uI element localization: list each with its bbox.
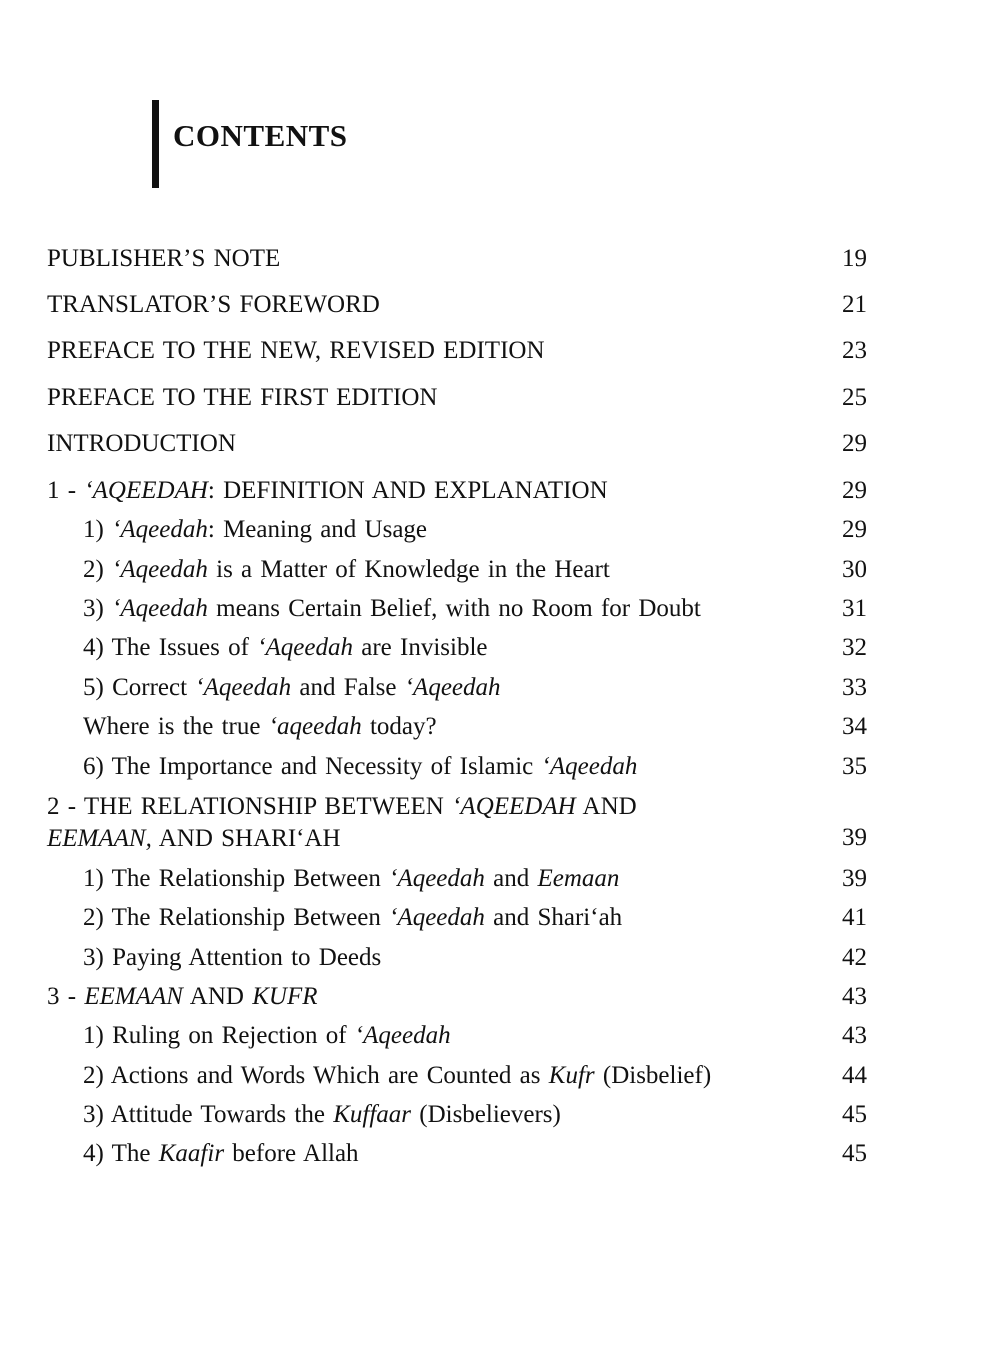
toc-entry-title: 3) Paying Attention to Deeds — [83, 944, 382, 971]
toc-entry-page: 31 — [842, 595, 867, 622]
toc-entry-title: 1) Ruling on Rejection of ‘Aqeedah — [83, 1022, 451, 1049]
toc-entry-title: 4) The Kaafir before Allah — [83, 1140, 359, 1167]
toc-entry-page: 45 — [842, 1140, 867, 1167]
toc-entry-page: 41 — [842, 904, 867, 931]
heading-bar — [152, 100, 159, 188]
toc-entry-page: 42 — [842, 944, 867, 971]
toc-entry-title: 2) Actions and Words Which are Counted as Kufr (Disbelief) — [83, 1062, 712, 1089]
toc-chapter — [47, 791, 867, 855]
toc-entry-title: 1) The Relationship Between ‘Aqeedah and Eemaan — [83, 865, 620, 892]
toc-entry-page: 29 — [842, 516, 867, 543]
toc-entry-title: 3) Attitude Towards the Kuffaar (Disbelievers) — [83, 1101, 561, 1128]
toc-entry-title: 2) ‘Aqeedah is a Matter of Knowledge in the Heart — [83, 556, 610, 583]
toc-entry-title: Where is the true ‘aqeedah today? — [83, 713, 437, 740]
toc-entry-title: PREFACE TO THE FIRST EDITION — [47, 384, 438, 411]
toc-entry-page: 29 — [842, 430, 867, 457]
toc-entry-title: 1) ‘Aqeedah: Meaning and Usage — [83, 516, 428, 543]
toc-entry-page: 21 — [842, 291, 867, 318]
toc-entry-title: 2 - THE RELATIONSHIP BETWEEN ‘AQEEDAH AND EEMAAN, AND SHARI‘AH — [47, 793, 637, 852]
toc-entry-page: 19 — [842, 245, 867, 272]
toc-entry-page: 44 — [842, 1062, 867, 1089]
toc-entry-title: 5) Correct ‘Aqeedah and False ‘Aqeedah — [83, 674, 501, 701]
toc-entry-title: 3) ‘Aqeedah means Certain Belief, with no Room for Doubt — [83, 595, 701, 622]
toc-entry-title: PREFACE TO THE NEW, REVISED EDITION — [47, 337, 545, 364]
toc-entry-page: 25 — [842, 384, 867, 411]
toc-entry-page: 32 — [842, 634, 867, 661]
toc-entry-title: PUBLISHER’S NOTE — [47, 245, 281, 272]
toc-entry-page: 23 — [842, 337, 867, 364]
toc-entry-title: INTRODUCTION — [47, 430, 236, 457]
toc-entry-page: 34 — [842, 713, 867, 740]
toc-entry-title: 3 - EEMAAN AND KUFR — [47, 983, 318, 1010]
toc-entry-title: TRANSLATOR’S FOREWORD — [47, 291, 380, 318]
toc-entry-page: 33 — [842, 674, 867, 701]
toc-entry-page: 43 — [842, 1022, 867, 1049]
toc-entry-title: 1 - ‘AQEEDAH: DEFINITION AND EXPLANATION — [47, 477, 608, 504]
toc-entry-page: 45 — [842, 1101, 867, 1128]
toc-entry-title: 2) The Relationship Between ‘Aqeedah and Shari‘ah — [83, 904, 623, 931]
toc-entry-page: 39 — [842, 824, 867, 851]
toc-entry-page: 39 — [842, 865, 867, 892]
toc-entry-title: 4) The Issues of ‘Aqeedah are Invisible — [83, 634, 488, 661]
toc-entry-page: 43 — [842, 983, 867, 1010]
toc-entry-title: 6) The Importance and Necessity of Islamic ‘Aqeedah — [83, 753, 638, 780]
page-title: CONTENTS — [173, 118, 348, 153]
toc-entry-page: 30 — [842, 556, 867, 583]
toc-entry-page: 29 — [842, 477, 867, 504]
toc-entry-page: 35 — [842, 753, 867, 780]
